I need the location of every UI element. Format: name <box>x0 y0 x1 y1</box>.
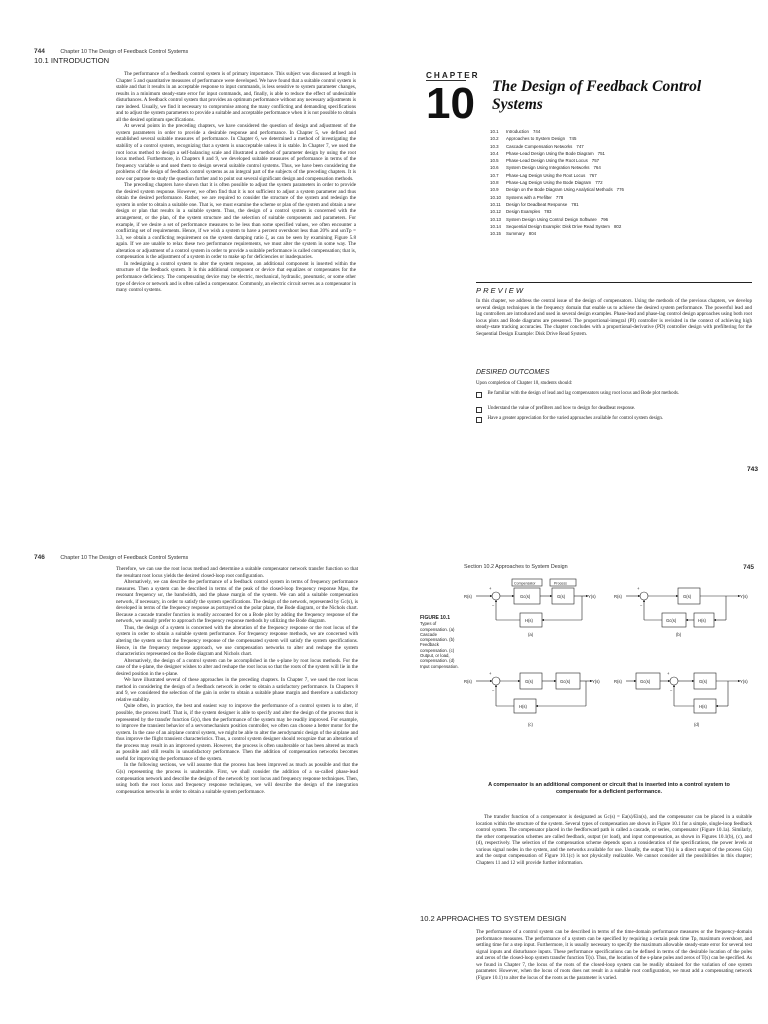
label-h: H(s) <box>698 618 706 623</box>
toc-num: 10.12 <box>490 209 501 215</box>
body-text <box>476 929 752 1013</box>
paragraph: Thus, the design of a system is concerned with the alteration of the frequency response or the root locus of the system in order to obtain a suitable system performance. For frequency response methods, we are concerned with altering the system so that the frequency response of the compensated system will satisfy the system specifications. Hence, in the frequency response approach, we use compensation networks to alter and reshape the system characteristics represented on the Bode diagram and Nichols chart. <box>116 624 358 658</box>
paragraph: At several points in the preceding chapters, we have considered the question of design and adjustment of the system parameters in order to provide a desirable response and performance. In Chapter 5, we defined and established several suitable measures of performance. In Chapter 6, we determined a method of investigating the stability of a control system, recognizing that a system is unacceptable unless it is stable. In Chapter 7, we used the root locus method to design a self-balancing scale and illustrated a method of parameter design by using the root locus method. Furthermore, in Chapters 8 and 9, we developed suitable measures of performance in terms of the frequency variable ω and used them to design several suitable control systems. Thus, we have been considering the problems of the design of feedback control systems as an integral part of the subjects of the preceding chapters. It is now our purpose to study the question further and to point out several significant design and compensation methods. <box>116 123 356 182</box>
label-plus: + <box>489 671 492 676</box>
page-number: 746 <box>34 554 45 561</box>
running-head <box>464 564 754 570</box>
label-gc: Gc(s) <box>640 679 651 684</box>
toc-row <box>490 180 750 187</box>
label-g: G(s) <box>683 594 692 599</box>
label-c: (c) <box>528 722 533 727</box>
body-text <box>476 814 752 908</box>
preview-text <box>476 298 752 364</box>
toc-title: System Design Using Control Design Software <box>506 216 597 222</box>
toc-num: 10.2 <box>490 136 499 142</box>
toc-num: 10.11 <box>490 201 501 207</box>
toc-page: 804 <box>528 231 537 237</box>
toc-row <box>490 202 750 209</box>
toc-title: System Design Using Integration Networks <box>506 165 590 171</box>
label-b: (b) <box>676 632 682 637</box>
toc-num: 10.10 <box>490 194 501 200</box>
toc-page: 764 <box>593 165 601 171</box>
label-y: Y(s) <box>592 679 600 684</box>
section-title: 10.1 INTRODUCTION <box>34 56 110 65</box>
toc-row <box>490 151 750 158</box>
toc-row <box>490 165 750 172</box>
paragraph: In this chapter, we address the central issue of the design of compensators. Using the methods of the previous chapters, we develop several design techniques in the frequency domain that enable us to achieve the desired system performance. The powerful lead and lag controllers are introduced and used in several design examples. Phase-lead and phase-lag control design approaches using both root locus plots and Bode diagrams are presented. The proportional-integral (PI) controller is revisited in the context of achieving high steady-state tracking accuracies. The chapter concludes with a proportional-derivative (PD) controller design with prefiltering for the Sequential Design Example: Disk Drive Read System. <box>476 298 752 337</box>
chapter-label: CHAPTER <box>426 71 480 80</box>
label-h: H(s) <box>699 704 707 709</box>
label-y: Y(s) <box>740 679 748 684</box>
toc-page: 776 <box>616 187 624 193</box>
figure-title: FIGURE 10.1 <box>420 615 451 621</box>
page-number: 744 <box>34 48 45 55</box>
toc-title: Design on the Bode Diagram Using Analytical Methods <box>506 187 613 193</box>
toc-title: Design for Deadbeat Response <box>506 201 568 207</box>
toc-page: 747 <box>576 143 584 149</box>
label-gc: Gc(s) <box>666 618 677 623</box>
toc-num: 10.8 <box>490 180 499 186</box>
toc-row <box>490 144 750 151</box>
chapter-number: 10 <box>426 79 475 128</box>
figure-caption <box>420 616 460 669</box>
paragraph: In the following sections, we will assume that the process has been improved as much as possible and that the G(s) representing the process is unalterable. First, we shall consider the addition of a so-called phase-lead compensation network and describe the design of the network by root locus and frequency response techniques. Then, using both the root locus and frequency response techniques, we will describe the design of the integration compensation networks in order to obtain a suitable system performance. <box>116 762 358 795</box>
toc-num: 10.1 <box>490 129 499 134</box>
paragraph: Alternatively, we can describe the performance of a feedback control system in terms of frequency performance measures. Then a system can be described in terms of the peak of the closed-loop frequency response Mpω, the resonant frequency ωr, the bandwidth, and the phase margin of the system. We can add a suitable compensation network, if necessary, in order to satisfy the system specifications. The design of the network, represented by Gc(s), is developed in terms of the frequency response as portrayed on the polar plane, the Bode diagram, or the Nichols chart. Because a cascade transfer function is readily accounted for on a Bode plot by adding the frequency response of the network, we usually prefer to approach the frequency response methods by utilizing the Bode diagram. <box>116 579 358 625</box>
table-of-contents <box>490 129 750 238</box>
toc-title: Phase-Lag Design Using the Bode Diagram <box>506 180 592 186</box>
toc-page: 744 <box>532 129 541 134</box>
running-head-text: Section 10.2 Approaches to System Design <box>464 564 568 570</box>
page-743 <box>384 0 768 512</box>
toc-page: 778 <box>555 194 564 200</box>
toc-title: Phase-Lag Design Using the Root Locus <box>506 172 586 178</box>
toc-page: 745 <box>569 136 577 142</box>
label-plus: + <box>667 671 670 676</box>
callout-definition: A compensator is an additional component or circuit that is inserted into a control system to compensate for a deficient performance. <box>488 782 730 795</box>
section-title: 10.2 APPROACHES TO SYSTEM DESIGN <box>420 914 567 923</box>
toc-page: 783 <box>544 209 552 215</box>
toc-row <box>490 217 750 224</box>
toc-page: 781 <box>571 201 579 207</box>
chapter-title: The Design of Feedback Control Systems <box>492 78 702 113</box>
body-text <box>116 566 358 980</box>
paragraph: The performance of a control system can be described in terms of the time-domain performance measures or the frequency-domain performance measures. The performance of a system can be specified by requiring a certain peak time Tp, maximum overshoot, and settling time for a step input. Furthermore, it is usually necessary to specify the maximum allowable steady-state error for several test signal inputs and disturbance inputs. These performance specifications can be defined in terms of the desirable location of the poles and zeros of the closed-loop system transfer function T(s). Thus, the location of the s-plane poles and zeros of T(s) can be specified. As we found in Chapter 7, the locus of the roots of the closed-loop system can be readily obtained for the variation of one system parameter. However, when the locus of roots does not result in a suitable root configuration, we must add a compensating network (Figure 10.1) to alter the locus of the roots as the parameter is varied. <box>476 929 752 981</box>
toc-row <box>490 158 750 165</box>
toc-title: Design Examples <box>506 209 541 215</box>
label-d: (d) <box>694 722 700 727</box>
outcome-text: Understand the value of prefilters and how to design for deadbeat response. <box>487 406 636 411</box>
running-head-text: Chapter 10 The Design of Feedback Control Systems <box>60 555 189 561</box>
toc-title: Phase-Lead Design Using the Bode Diagram <box>506 150 594 156</box>
label-process: Process <box>554 581 567 586</box>
outcome-text: Be familiar with the design of lead and lag compensators using root locus and Bode plot methods. <box>487 391 680 396</box>
toc-page: 767 <box>589 172 597 178</box>
page-746 <box>0 512 384 1024</box>
paragraph: Therefore, we can use the root locus method and determine a suitable compensator network transfer function so that the resultant root locus yields the desired closed-loop root configuration. <box>116 566 358 579</box>
paragraph: Quite often, in practice, the best and easiest way to improve the performance of a control system is to alter, if possible, the process itself. That is, if the system designer is able to specify and alter the design of the process that is represented by the transfer function G(s), then the performance of the system may be readily improved. For example, to improve the transient behavior of a servomechanism position controller, we often can choose a better motor for the system. In the case of an airplane control system, we might be able to alter the aerodynamic design of the airplane and thus improve the flight transient characteristics. Thus, a control system designer should recognize that an alteration of the process may result in an improved system. However, the process is often unalterable or has been altered as much as possible and still results in unsatisfactory performance. Then the addition of compensation networks becomes useful for improving the performance of the system. <box>116 703 358 762</box>
checkbox-icon <box>476 417 482 423</box>
figure-caption-text: Types of compensation. (a) Cascade compensation. (b) Feedback compensation. (c) Output, or load, compensation. (d) Input compensation. <box>420 621 459 669</box>
toc-row <box>490 187 750 194</box>
toc-num: 10.15 <box>490 231 501 237</box>
paragraph: We have illustrated several of these approaches in the preceding chapters. In Chapter 7, we used the root locus method in considering the design of a feedback network in order to obtain a satisfactory performance. In Chapters 8 and 9, we considered the selection of the gain in order to obtain a suitable phase margin and therefore a satisfactory relative stability. <box>116 677 358 703</box>
label-g: G(s) <box>557 594 566 599</box>
paragraph: The preceding chapters have shown that it is often possible to adjust the system parameters in order to provide the desired system response. However, we often find that it is not sufficient to adjust a system parameter and thus obtain the desired performance. Rather, we are required to consider the structure of the system and redesign the system in order to obtain a suitable one. That is, we must examine the scheme or plan of the system and obtain a new design or plan that results in a suitable system. Thus, the design of a control system is concerned with the arrangement, or the plan, of the system structure and the selection of suitable components and parameters. For example, if we desire a set of performance measures to be less than some specified values, we often encounter a conflicting set of requirements. Hence, if we wish a system to have a percent overshoot less than 20% and ωnTp = 3.3, we obtain a conflicting requirement on the system damping ratio ζ, as can be seen by examining Figure 5.8 again. If we are unable to relax these two performance requirements, we must alter the system in some way. The alteration or adjustment of a control system in order to provide a suitable performance is called compensation; that is, compensation is the adjustment of a system in order to make up for deficiencies or inadequacies. <box>116 182 356 261</box>
paragraph: Alternatively, the design of a control system can be accomplished in the s-plane by root locus methods. For the case of the s-plane, the designer wishes to alter and reshape the root locus so that the roots of the system will lie in the desired position in the s-plane. <box>116 657 358 677</box>
toc-num: 10.5 <box>490 158 499 164</box>
toc-num: 10.4 <box>490 150 499 156</box>
paragraph: The performance of a feedback control system is of primary importance. This subject was discussed at length in Chapter 5 and quantitative measures of performance were developed. We have found that a suitable control system is stable and that it results in an acceptable response to input commands, is less sensitive to system parameter changes, results in a minimum steady-state error for input commands, and, finally, is able to reduce the effect of undesirable disturbances. A feedback control system that provides an optimum performance without any necessary adjustments is rare indeed. Usually, we find it necessary to compromise among the many conflicting and demanding specifications and to adjust the system parameters to provide a suitable and acceptable performance when it is not possible to obtain all the desired optimum specifications. <box>116 71 356 123</box>
label-r: R(s) <box>614 679 622 684</box>
toc-page: 802 <box>613 223 622 229</box>
diagram-a-cascade <box>464 579 596 637</box>
label-a: (a) <box>528 632 534 637</box>
label-minus: − <box>640 603 643 608</box>
label-plus: + <box>489 586 492 591</box>
label-r: R(s) <box>464 594 472 599</box>
label-gc: Gc(s) <box>560 679 571 684</box>
toc-row <box>490 231 750 238</box>
running-head <box>34 48 188 55</box>
page-number: 743 <box>747 466 759 473</box>
toc-title: Approaches to System Design <box>506 136 566 142</box>
label-r: R(s) <box>614 594 622 599</box>
toc-page: 796 <box>600 216 609 222</box>
outcomes-heading: DESIRED OUTCOMES <box>476 369 550 376</box>
toc-row <box>490 136 750 143</box>
outcome-item <box>476 416 752 423</box>
label-g: G(s) <box>525 679 534 684</box>
toc-title: Summary <box>506 231 525 237</box>
toc-page: 751 <box>597 150 605 156</box>
preview-heading: PREVIEW <box>476 282 752 295</box>
toc-page: 772 <box>595 180 603 186</box>
toc-row <box>490 224 750 231</box>
outcome-text: Have a greater appreciation for the varied approaches available for control system design. <box>487 416 664 421</box>
toc-num: 10.6 <box>490 165 499 171</box>
label-minus: − <box>670 688 673 693</box>
paragraph: The transfer function of a compensator is designated as Gc(s) = Ea(s)/Ein(s), and the compensator can be placed in a suitable location within the structure of the system. Several types of compensation are shown in Figure 10.1 for a simple, single-loop feedback control system. The compensator placed in the feedforward path is called a cascade, or series, compensator (Figure 10.1a). Similarly, the other compensation schemes are called feedback, output (or load), and input compensation, as shown in Figures 10.1(b), (c), and (d), respectively. The selection of the compensation scheme depends upon a consideration of the specifications, the power levels at various signal nodes in the system, and the networks available for use. Usually, the output Y(s) is a direct output of the process G(s) and the output compensation of Figure 10.1(c) is not physically realizable. We cannot consider all the possibilities in this chapter; Chapters 11 and 12 will provide further information. <box>476 814 752 866</box>
toc-num: 10.9 <box>490 187 499 193</box>
outcome-item <box>476 391 752 398</box>
page-number: 745 <box>743 564 754 571</box>
label-minus: − <box>492 688 495 693</box>
label-minus: − <box>492 603 495 608</box>
label-g: G(s) <box>699 679 708 684</box>
label-y: Y(s) <box>588 594 596 599</box>
toc-title: Systems with a Prefilter <box>506 194 552 200</box>
toc-row <box>490 129 750 136</box>
page-745 <box>384 512 768 1024</box>
label-compensator: Compensator <box>514 581 536 586</box>
toc-title: Cascade Compensation Networks <box>506 143 573 149</box>
toc-row <box>490 173 750 180</box>
label-h: H(s) <box>519 704 527 709</box>
running-head <box>34 554 188 561</box>
label-h: H(s) <box>525 618 533 623</box>
toc-title: Sequential Design Example: Disk Drive Read System <box>506 223 610 229</box>
body-text <box>116 71 356 465</box>
label-y: Y(s) <box>740 594 748 599</box>
diagram-c-output <box>464 671 600 727</box>
label-gc: Gc(s) <box>520 594 531 599</box>
toc-num: 10.13 <box>490 216 501 222</box>
toc-title: Introduction <box>506 129 529 134</box>
compensation-block-diagrams <box>464 576 754 766</box>
toc-num: 10.7 <box>490 172 499 178</box>
toc-page: 757 <box>591 158 600 164</box>
page-744 <box>0 0 384 512</box>
diagram-b-feedback <box>614 586 748 637</box>
checkbox-icon <box>476 407 482 413</box>
toc-row <box>490 195 750 202</box>
checkbox-icon <box>476 392 482 398</box>
running-head-text: Chapter 10 The Design of Feedback Control Systems <box>60 49 189 55</box>
toc-num: 10.14 <box>490 223 501 229</box>
outcome-item <box>476 406 752 413</box>
paragraph: In redesigning a control system to alter the system response, an additional component is inserted within the structure of the feedback system. It is this additional component or device that equalizes or compensates for the performance deficiency. The compensating device may be electric, mechanical, hydraulic, pneumatic, or some other type of device or network and is often called a compensator. Commonly, an electric circuit serves as a compensator in many control systems. <box>116 260 356 294</box>
label-plus: + <box>637 586 640 591</box>
toc-num: 10.3 <box>490 143 499 149</box>
toc-row <box>490 209 750 216</box>
label-r: R(s) <box>464 679 472 684</box>
outcomes-intro: Upon completion of Chapter 10, students should: <box>476 381 573 386</box>
toc-title: Phase-Lead Design Using the Root Locus <box>506 158 588 164</box>
diagram-d-input <box>614 671 748 727</box>
